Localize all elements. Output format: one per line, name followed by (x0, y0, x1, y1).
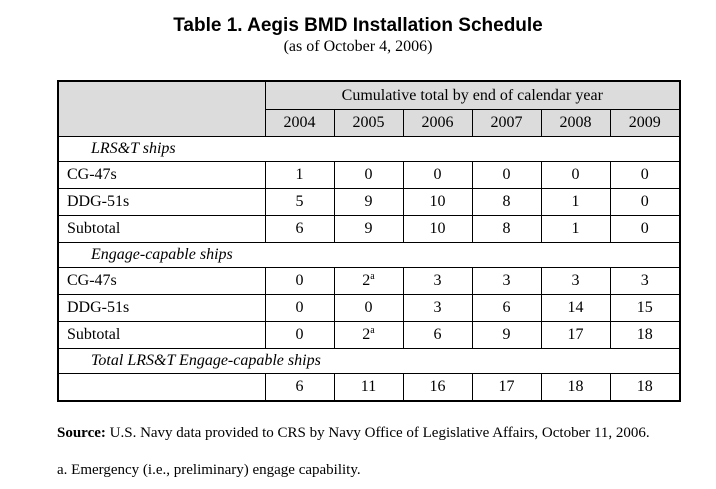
value-cell (472, 189, 541, 216)
installation-schedule-table (57, 80, 681, 402)
value-cell (265, 295, 334, 322)
value-cell (472, 162, 541, 189)
cell-value: 9 (502, 326, 511, 343)
cell-value: 17 (567, 326, 584, 343)
year-header: 2006 (403, 110, 472, 137)
cell-value: 0 (571, 166, 580, 183)
value-cell (472, 216, 541, 243)
table-row (58, 322, 680, 349)
cell-value: 0 (433, 166, 442, 183)
year-header: 2007 (472, 110, 541, 137)
footnote-a: a. Emergency (i.e., preliminary) engage capability. (57, 462, 361, 478)
cell-value: 10 (429, 193, 446, 210)
value-cell (265, 162, 334, 189)
value-cell (265, 374, 334, 402)
row-label: CG-47s (58, 162, 265, 189)
cell-value: 18 (636, 378, 653, 395)
year-header: 2009 (610, 110, 680, 137)
value-cell (541, 268, 610, 295)
cell-value: 3 (571, 272, 580, 289)
section-title: Total LRS&T Engage-capable ships (58, 349, 680, 374)
value-cell (610, 162, 680, 189)
value-cell (541, 162, 610, 189)
cell-value: 9 (364, 193, 373, 210)
row-label: Subtotal (58, 322, 265, 349)
cell-value: 5 (295, 193, 304, 210)
cell-value: 3 (640, 272, 649, 289)
row-label: CG-47s (58, 268, 265, 295)
cell-value: 0 (295, 272, 304, 289)
value-cell (610, 295, 680, 322)
cell-value: 3 (433, 272, 442, 289)
value-cell (403, 189, 472, 216)
value-cell (472, 295, 541, 322)
cell-value: 6 (433, 326, 442, 343)
row-label: DDG-51s (58, 189, 265, 216)
value-cell (541, 322, 610, 349)
year-header: 2005 (334, 110, 403, 137)
cell-value: 1 (295, 166, 304, 183)
table-row (58, 268, 680, 295)
table-row (58, 162, 680, 189)
cell-value: 1 (571, 193, 580, 210)
value-cell (403, 268, 472, 295)
section-header-row (58, 137, 680, 162)
value-cell (265, 189, 334, 216)
value-cell (610, 216, 680, 243)
cell-value: 8 (502, 220, 511, 237)
cell-value: 8 (502, 193, 511, 210)
cell-value: 3 (433, 299, 442, 316)
value-cell (541, 216, 610, 243)
cell-value: 0 (364, 299, 373, 316)
cell-value: 0 (364, 166, 373, 183)
value-cell (403, 322, 472, 349)
section-title: Engage-capable ships (58, 243, 680, 268)
value-cell (610, 189, 680, 216)
value-cell (472, 268, 541, 295)
value-cell (334, 216, 403, 243)
cell-value: 14 (567, 299, 584, 316)
value-cell (541, 189, 610, 216)
value-cell (403, 162, 472, 189)
value-cell (403, 374, 472, 402)
value-cell (334, 162, 403, 189)
year-header: 2008 (541, 110, 610, 137)
value-cell (610, 322, 680, 349)
cell-value: 0 (640, 193, 649, 210)
section-title: LRS&T ships (58, 137, 680, 162)
cell-value: 0 (640, 220, 649, 237)
row-label: Subtotal (58, 216, 265, 243)
cell-value: 0 (295, 299, 304, 316)
cell-value: 10 (429, 220, 446, 237)
section-header-row (58, 349, 680, 374)
value-cell (334, 295, 403, 322)
cell-value: 0 (295, 326, 304, 343)
value-cell (334, 374, 403, 402)
table-row (58, 295, 680, 322)
cell-value: 1 (571, 220, 580, 237)
footnote-marker: a (370, 271, 375, 282)
table-subtitle: (as of October 4, 2006) (283, 38, 433, 55)
table-row (58, 189, 680, 216)
cell-value: 17 (498, 378, 515, 395)
cell-value: 0 (502, 166, 511, 183)
value-cell (541, 295, 610, 322)
cell-value: 11 (360, 378, 377, 395)
value-cell (472, 374, 541, 402)
table-row (58, 216, 680, 243)
value-cell (265, 268, 334, 295)
table-row (58, 374, 680, 402)
cell-value: 6 (295, 378, 304, 395)
value-cell (334, 268, 403, 295)
value-cell (610, 374, 680, 402)
cell-value: 3 (502, 272, 511, 289)
value-cell (472, 322, 541, 349)
cell-value: 2 (362, 326, 371, 343)
source-note (57, 424, 687, 442)
cell-value: 6 (295, 220, 304, 237)
cell-value: 15 (636, 299, 653, 316)
row-label: DDG-51s (58, 295, 265, 322)
table-title: Table 1. Aegis BMD Installation Schedule (173, 15, 543, 36)
cell-value: 0 (640, 166, 649, 183)
cell-value: 6 (502, 299, 511, 316)
value-cell (403, 295, 472, 322)
source-label: Source: (57, 425, 106, 441)
footnote-marker: a (370, 325, 375, 336)
value-cell (610, 268, 680, 295)
cell-value: 16 (429, 378, 446, 395)
row-label (58, 374, 265, 402)
value-cell (541, 374, 610, 402)
header-corner-cell (58, 81, 265, 137)
value-cell (334, 322, 403, 349)
value-cell (403, 216, 472, 243)
value-cell (265, 322, 334, 349)
value-cell (265, 216, 334, 243)
cell-value: 18 (636, 326, 653, 343)
value-cell (334, 189, 403, 216)
header-group-label: Cumulative total by end of calendar year (265, 81, 680, 110)
cell-value: 9 (364, 220, 373, 237)
year-header: 2004 (265, 110, 334, 137)
cell-value: 18 (567, 378, 584, 395)
source-text: U.S. Navy data provided to CRS by Navy Office of Legislative Affairs, October 11, 2006. (105, 425, 650, 441)
cell-value: 2 (362, 272, 371, 289)
section-header-row (58, 243, 680, 268)
